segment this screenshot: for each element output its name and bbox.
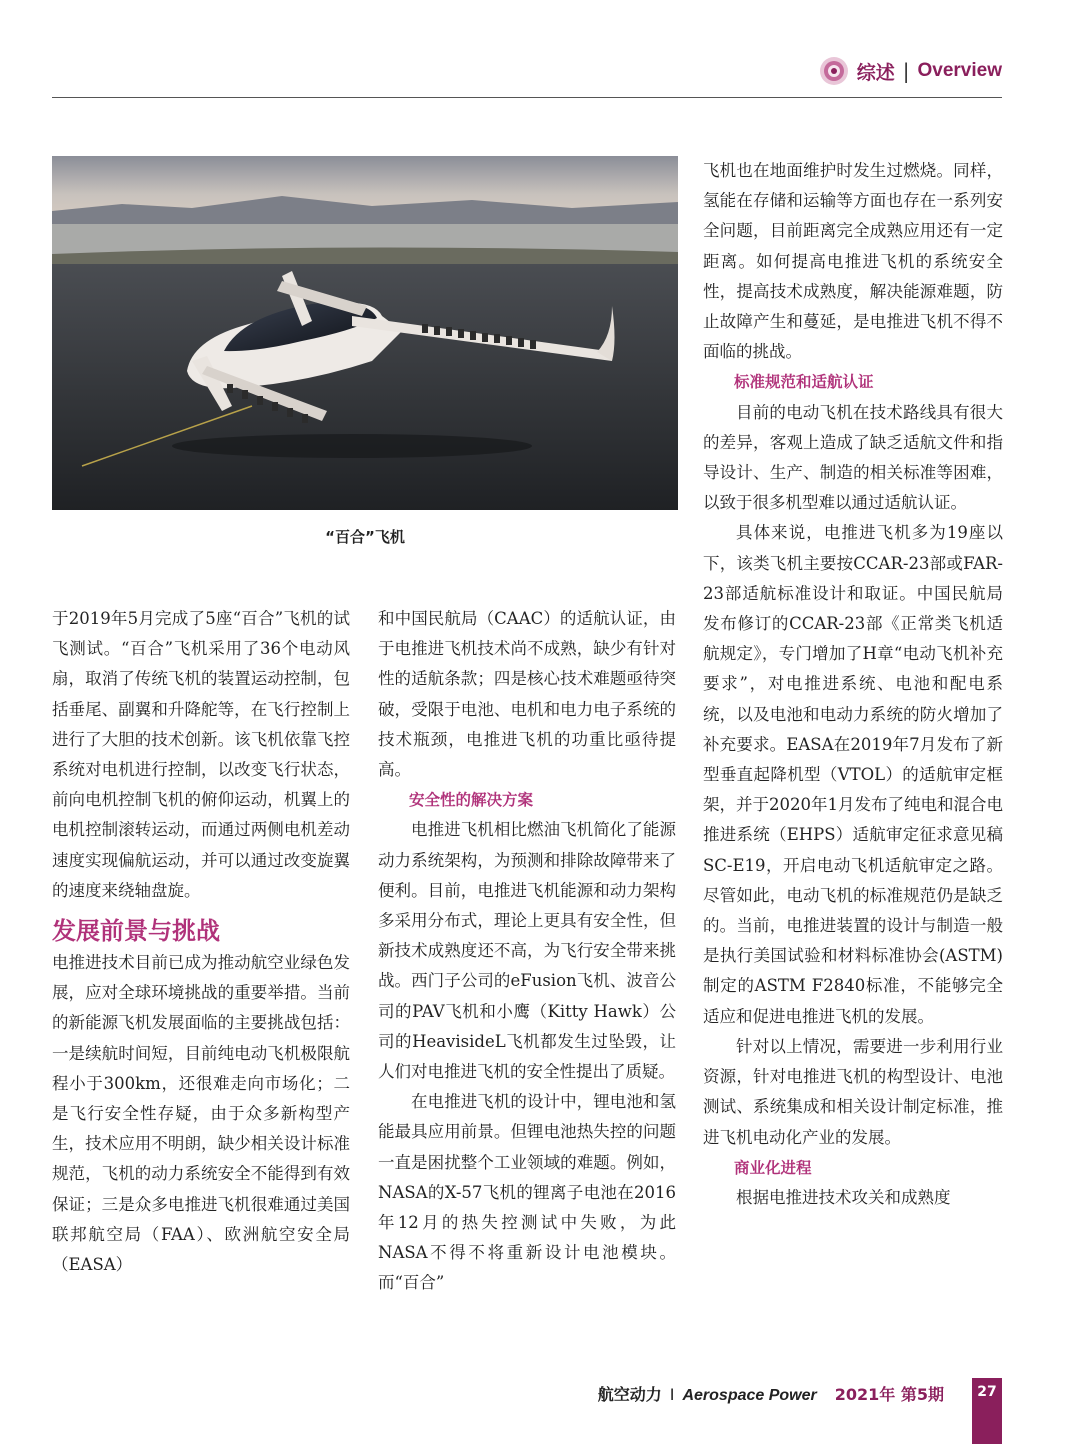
column-1 (52, 604, 350, 1280)
paragraph: 具体来说，电推进飞机多为19座以下，该类飞机主要按CCAR-23部或FAR-23部适航标准设计和取证。中国民航局发布修订的CCAR-23部《正常类飞机适航规定》，专门增加了H章“电动飞机补充要求”，对电推进系统、电池和配电系统，以及电池和电动力系统的防火增加了补充要求。EASA在2019年7月发布了新型垂直起降机型（VTOL）的适航审定框架，并于2020年1月发布了纯电和混合电推进系统（EHPS）适航审定征求意见稿SC-E19，开启电动飞机适航审定之路。尽管如此，电动飞机的标准规范仍是缺乏的。当前，电推进装置的设计与制造一般是执行美国试验和材料标准协会(ASTM)制定的ASTM F2840标准，不能够完全适应和促进电推进飞机的发展。 (703, 523, 1003, 1026)
footer-separator: I (669, 1385, 675, 1404)
journal-logo-icon (819, 56, 849, 86)
paragraph: 目前的电动飞机在技术路线具有很大的差异，客观上造成了缺乏适航文件和指导设计、生产、制造的相关标准等困难，以致于很多机型难以通过适航认证。 (703, 402, 1003, 513)
paragraph: 根据电推进技术攻关和成熟度 (736, 1187, 951, 1207)
issue-label: 2021年 第5期 (834, 1385, 944, 1404)
header-separator: | (902, 59, 910, 83)
paragraph: 针对以上情况，需要进一步利用行业资源，针对电推进飞机的构型设计、电池测试、系统集成和相关设计制定标准，推进飞机电动化产业的发展。 (703, 1036, 1003, 1147)
page-number: 27 (972, 1378, 1002, 1444)
running-footer (598, 1382, 944, 1405)
running-header (819, 56, 1002, 86)
aircraft-illustration (52, 156, 678, 510)
paragraph: 飞机也在地面维护时发生过燃烧。同样，氢能在存储和运输等方面也存在一系列安全问题，目前距离完全成熟应用还有一定距离。如何提高电推进飞机的系统安全性，提高技术成熟度，解决能源难题，防止故障产生和蔓延，是电推进飞机不得不面临的挑战。 (703, 161, 1003, 362)
paragraph: 电推进飞机相比燃油飞机简化了能源动力系统架构，为预测和排除故障带来了便利。目前，电推进飞机能源和动力架构多采用分布式，理论上更具有安全性，但新技术成熟度还不高，为飞行安全带来挑战。西门子公司的eFusion飞机、波音公司的PAV飞机和小鹰（Kitty Hawk）公司的HeavisideL飞机都发生过坠毁，让人们对电推进飞机的安全性提出了质疑。 (378, 820, 676, 1082)
subheading-safety: 安全性的解决方案 (409, 791, 534, 810)
subheading-commercialization: 商业化进程 (734, 1158, 812, 1177)
paragraph: 电推进技术目前已成为推动航空业绿色发展，应对全球环境挑战的重要举措。当前的新能源飞机发展面临的主要挑战包括：一是续航时间短，目前纯电动飞机极限航程小于300km，还很难走向市场化；二是飞行安全性存疑，由于众多新构型产生，技术应用不明朗，缺少相关设计标准规范，飞机的动力系统安全不能得到有效保证；三是众多电推进飞机很难通过美国联邦航空局（FAA）、欧洲航空安全局（EASA） (52, 953, 350, 1275)
column-2 (378, 604, 676, 1299)
section-label-cn: 综述 (856, 61, 895, 84)
paragraph: 和中国民航局（CAAC）的适航认证，由于电推进飞机技术尚不成熟，缺少有针对性的适航条款；四是核心技术难题亟待突破，受限于电池、电机和电力电子系统的技术瓶颈，电推进飞机的功重比亟待提高。 (378, 609, 676, 780)
paragraph: 于2019年5月完成了5座“百合”飞机的试飞测试。“百合”飞机采用了36个电动风扇，取消了传统飞机的装置运动控制，包括垂尾、副翼和升降舵等，在飞行控制上进行了大胆的技术创新。该飞机依靠飞控系统对电机进行控制，以改变飞行状态，前向电机控制飞机的俯仰运动，机翼上的电机控制滚转运动，而通过两侧电机差动速度实现偏航运动，并可以通过改变旋翼的速度来绕轴盘旋。 (52, 609, 350, 900)
journal-name-en: Aerospace Power (682, 1387, 817, 1404)
journal-name-cn: 航空动力 (597, 1385, 662, 1404)
lilium-jet-photo (52, 156, 678, 510)
section-label-en: Overview (917, 60, 1002, 81)
header-rule (52, 97, 1002, 98)
figure-caption: “百合”飞机 (325, 528, 405, 546)
paragraph: 在电推进飞机的设计中，锂电池和氢能最具应用前景。但锂电池热失控的问题一直是困扰整个工业领域的难题。例如，NASA的X-57飞机的锂离子电池在2016年12月的热失控测试中失败，为此NASA不得不将重新设计电池模块。而“百合” (378, 1092, 676, 1293)
subheading-standards: 标准规范和适航认证 (734, 373, 874, 392)
section-heading: 发展前景与挑战 (52, 917, 220, 946)
column-3 (703, 156, 1003, 1213)
